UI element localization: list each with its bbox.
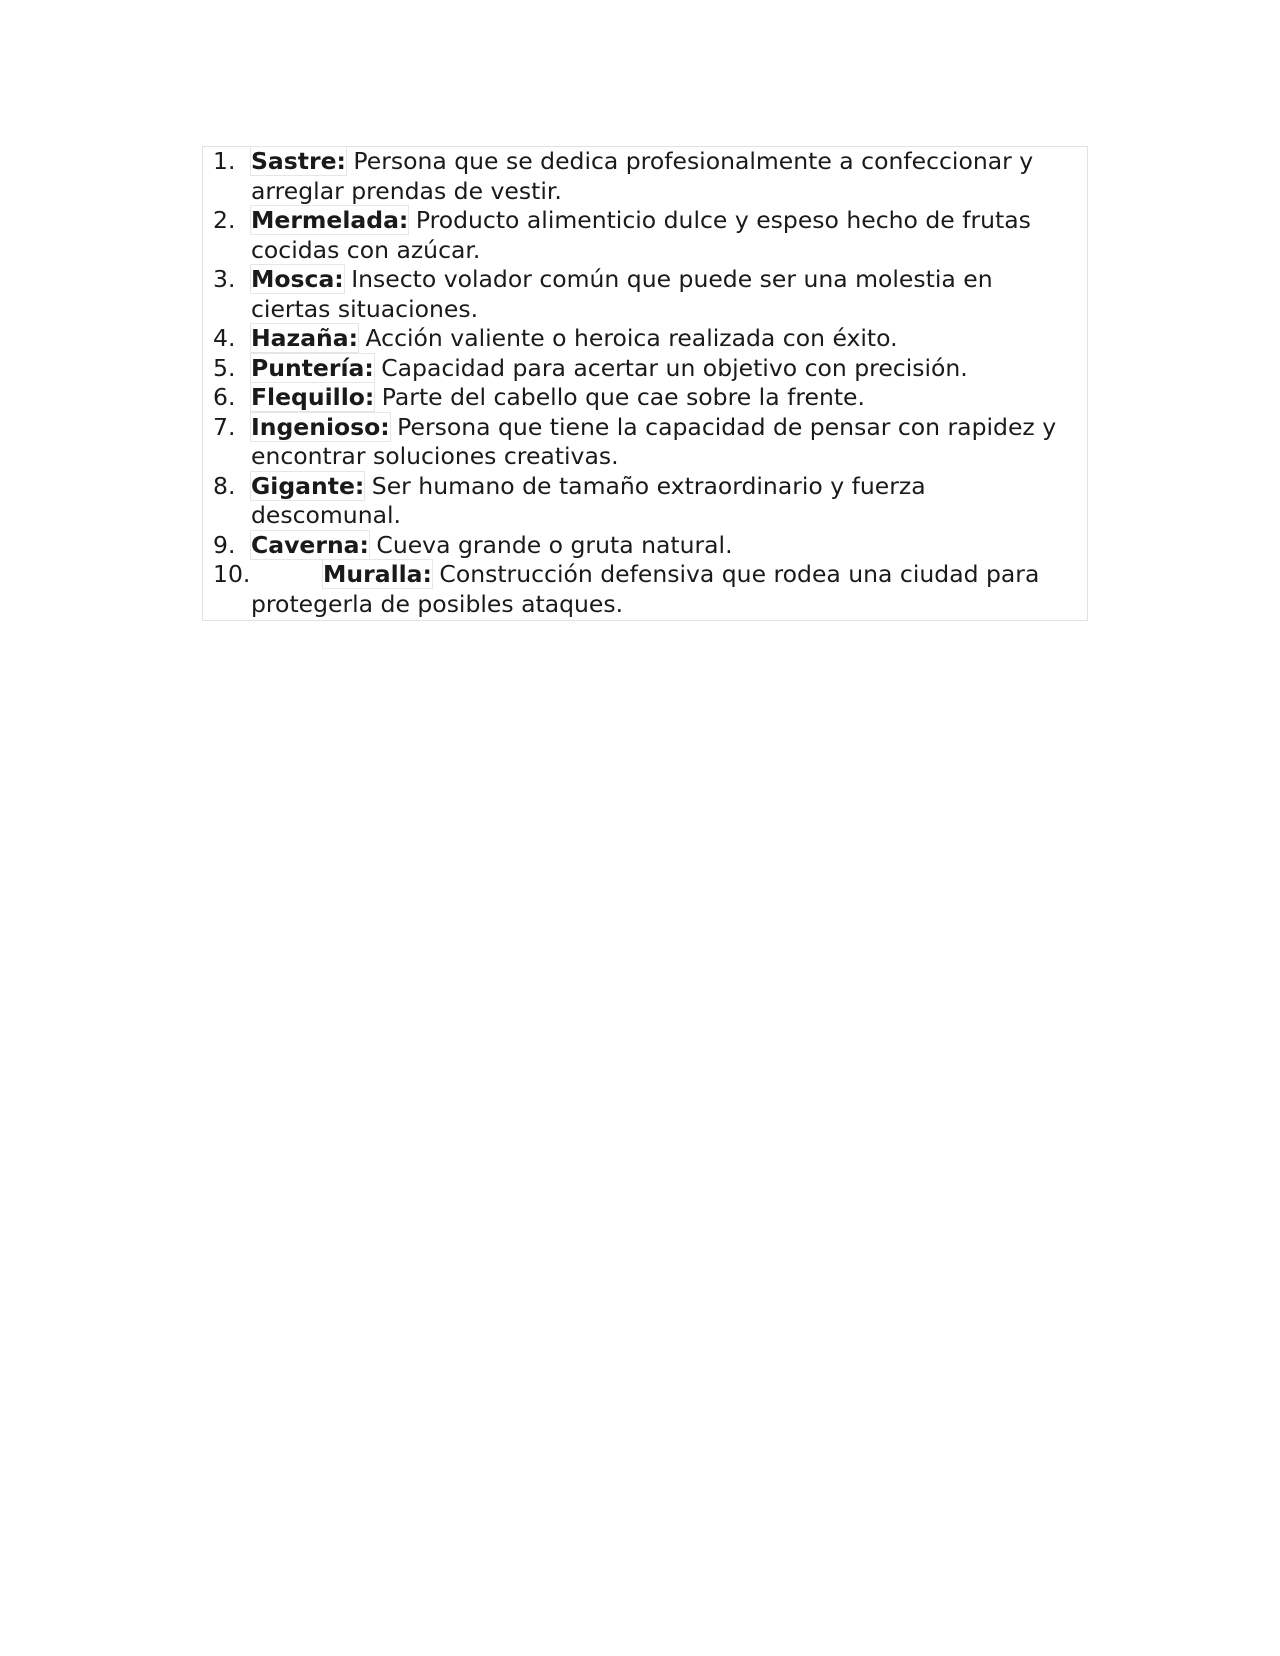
- item-number: 6.: [213, 383, 236, 411]
- item-definition: Persona que tiene la capacidad de pensar con rapidez y encontrar soluciones creativas.: [251, 412, 1057, 470]
- item-number: 1.: [213, 147, 236, 175]
- list-item: [213, 472, 1077, 531]
- item-definition: Capacidad para acertar un objetivo con precisión.: [373, 353, 968, 382]
- list-item: [213, 354, 1077, 384]
- item-term: Muralla:: [323, 560, 432, 588]
- item-number: 2.: [213, 206, 236, 234]
- item-number: 4.: [213, 324, 236, 352]
- item-definition: Persona que se dedica profesionalmente a confeccionar y arreglar prendas de vestir.: [251, 147, 1034, 205]
- item-number: 7.: [213, 412, 236, 441]
- list-item: [213, 147, 1077, 206]
- list-item: [213, 265, 1077, 324]
- item-definition: Producto alimenticio dulce y espeso hecho de frutas cocidas con azúcar.: [251, 206, 1031, 264]
- item-definition: Ser humano de tamaño extraordinario y fuerza descomunal.: [251, 471, 926, 529]
- item-definition: Cueva grande o gruta natural.: [368, 530, 733, 559]
- item-term: Gigante:: [251, 471, 365, 500]
- item-number: 9.: [213, 530, 236, 559]
- item-number: 5.: [213, 353, 236, 382]
- item-term: Ingenioso:: [251, 412, 390, 441]
- list-item: [213, 560, 1077, 619]
- item-term: Sastre:: [251, 147, 346, 175]
- item-number: 3.: [213, 265, 236, 293]
- item-definition: Construcción defensiva que rodea una ciudad para protegerla de posibles ataques.: [251, 560, 1040, 618]
- item-number: 10.: [213, 560, 251, 588]
- item-term: Caverna:: [251, 530, 369, 559]
- vocabulary-list: [202, 146, 1088, 621]
- list-item: [213, 383, 1077, 413]
- list-item: [213, 206, 1077, 265]
- item-definition: Insecto volador común que puede ser una molestia en ciertas situaciones.: [251, 265, 993, 323]
- item-term: Mermelada:: [251, 206, 409, 234]
- item-term: Mosca:: [251, 265, 344, 293]
- list-item: [213, 531, 1077, 561]
- item-definition: Acción valiente o heroica realizada con éxito.: [358, 324, 898, 352]
- item-definition: Parte del cabello que cae sobre la frente.: [374, 383, 865, 411]
- item-term: Hazaña:: [251, 324, 359, 352]
- list-item: [213, 413, 1077, 472]
- item-term: Puntería:: [251, 353, 374, 382]
- list-item: [213, 324, 1077, 354]
- item-number: 8.: [213, 471, 236, 500]
- item-term: Flequillo:: [251, 383, 375, 411]
